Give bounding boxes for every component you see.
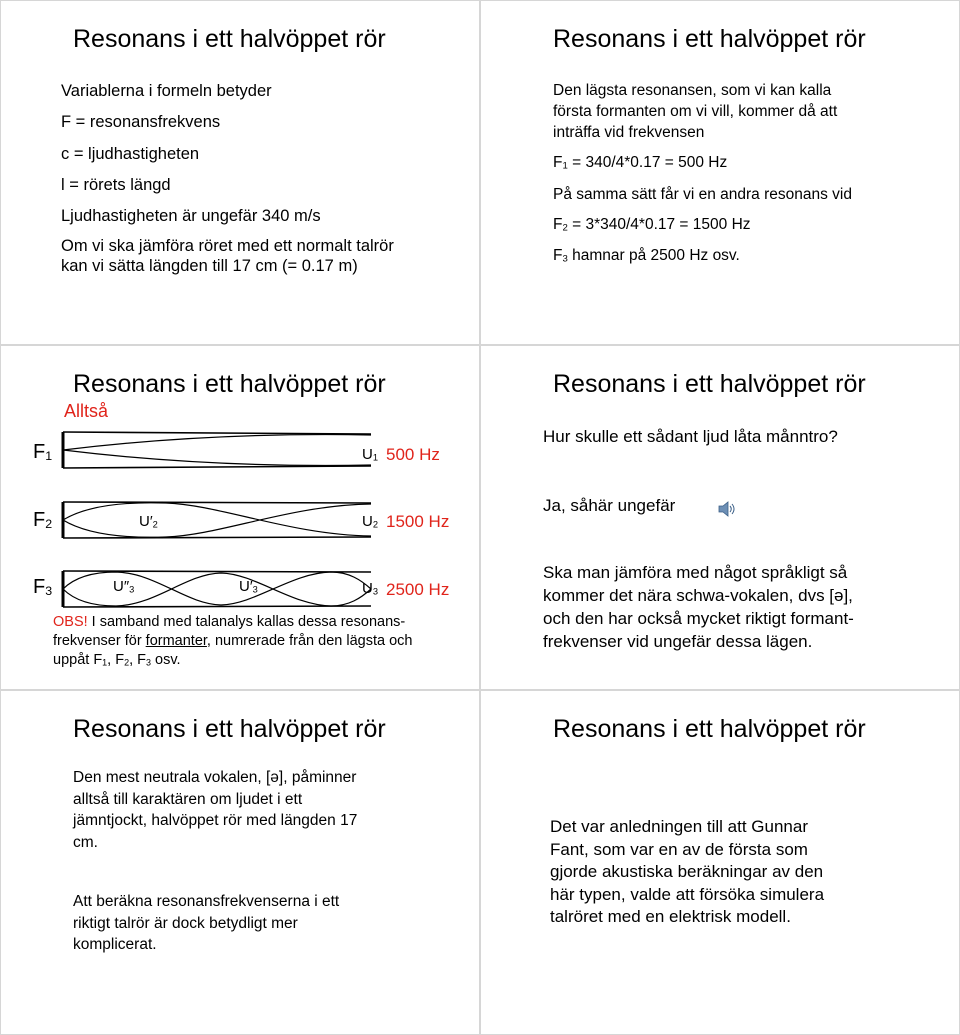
- text-line: gjorde akustiska beräkningar av den: [550, 862, 824, 881]
- text-line: Det var anledningen till att Gunnar: [550, 817, 808, 836]
- obs-note-line: uppåt $F_1$, $F_2$, $F_3$ osv.: [53, 652, 181, 668]
- frequency-label: 1500 Hz: [386, 512, 450, 531]
- schwa-comparison-text: [543, 561, 854, 653]
- node-label-u3: $U_3$: [362, 580, 379, 597]
- node-label-u2-prime: $U'_2$: [139, 513, 158, 530]
- slide-title: Resonans i ett halvöppet rör: [73, 715, 386, 743]
- text-line: frekvenser vid ungefär dessa lägen.: [543, 632, 813, 651]
- text-line: komplicerat.: [73, 936, 157, 953]
- obs-note: OBS! I samband med talanalys kallas dessa resonans-: [53, 614, 406, 630]
- text-line: Ska man jämföra med något språkligt så: [543, 563, 848, 582]
- text-line: Ljudhastigheten är ungefär 340 m/s: [61, 207, 321, 225]
- question-text: Hur skulle ett sådant ljud låta månntro?: [543, 427, 838, 446]
- text-line: l = rörets längd: [61, 176, 171, 194]
- text-line: kommer det nära schwa-vokalen, dvs [ə],: [543, 586, 853, 605]
- slide-title: Resonans i ett halvöppet rör: [73, 25, 386, 53]
- text-line: alltså till karaktären om ljudet i ett: [73, 790, 303, 808]
- tube-diagram-f2: [31, 499, 391, 541]
- text-line: jämntjockt, halvöppet rör med längden 17: [73, 812, 358, 829]
- formant-label-f1: $F_1$: [33, 441, 53, 463]
- slide-3: [0, 345, 480, 690]
- frequency-label: 2500 Hz: [386, 580, 450, 599]
- slide-title: Resonans i ett halvöppet rör: [73, 370, 386, 398]
- slide-title: Resonans i ett halvöppet rör: [553, 25, 866, 53]
- tube-diagram-f1: [31, 428, 391, 472]
- text-line: Att beräkna resonansfrekvenserna i ett: [73, 893, 340, 910]
- text-line: talröret med en elektrisk modell.: [550, 907, 791, 926]
- text-line: cm.: [73, 833, 98, 851]
- neutral-vowel-text: [73, 767, 357, 853]
- text-line: Om vi ska jämföra röret med ett normalt talrör: [61, 237, 394, 255]
- slide-subtitle: Alltså: [64, 401, 109, 421]
- slide-2: [480, 0, 960, 345]
- node-label-u3-double-prime: $U''_3$: [113, 578, 135, 595]
- text-line: På samma sätt får vi en andra resonans vid: [553, 186, 852, 203]
- node-label-u2: $U_2$: [362, 513, 379, 530]
- text-line: första formanten om vi vill, kommer då att: [553, 103, 838, 120]
- formula-f1: $F_1 = 340/4*0.17 = 500$ Hz: [553, 154, 728, 172]
- slide-1: [0, 0, 480, 345]
- text-line: här typen, valde att försöka simulera: [550, 884, 825, 904]
- answer-text: Ja, såhär ungefär: [543, 496, 676, 515]
- node-label-u3-prime: $U'_3$: [239, 578, 258, 595]
- text-line: c = ljudhastigheten: [61, 145, 200, 163]
- gunnar-fant-text: [550, 816, 824, 929]
- slide-title: Resonans i ett halvöppet rör: [553, 715, 866, 743]
- text-line: Fant, som var en av de första som: [550, 839, 808, 859]
- slide-5: [0, 690, 480, 1035]
- tube-diagram-f3: [31, 568, 391, 610]
- speaker-icon[interactable]: [717, 500, 737, 518]
- text-line: Den lägsta resonansen, som vi kan kalla: [553, 82, 832, 99]
- text-line: riktigt talrör är dock betydligt mer: [73, 914, 298, 932]
- text-line: Variablerna i formeln betyder: [61, 82, 272, 100]
- text-line: kan vi sätta längden till 17 cm (= 0.17 m): [61, 257, 358, 275]
- node-label-u1: $U_1$: [362, 446, 379, 463]
- text-line: F = resonansfrekvens: [61, 113, 221, 131]
- frequency-label: 500 Hz: [386, 445, 440, 464]
- formula-f3: $F_3$ hamnar på 2500 Hz osv.: [553, 247, 740, 265]
- text-line: Den mest neutrala vokalen, [ə], påminner: [73, 769, 357, 786]
- slide-4: [480, 345, 960, 690]
- slide-title: Resonans i ett halvöppet rör: [553, 370, 866, 398]
- formant-label-f3: $F_3$: [33, 576, 53, 598]
- calculation-text: [73, 891, 339, 956]
- text-line: och den har också mycket riktigt formant-: [543, 609, 854, 628]
- formula-f2: $F_2 = 3*340/4*0.17 = 1500$ Hz: [553, 216, 751, 234]
- text-line: inträffa vid frekvensen: [553, 124, 705, 141]
- slide-6: [480, 690, 960, 1035]
- formant-label-f2: $F_2$: [33, 509, 53, 531]
- obs-note-line: frekvenser för formanter, numrerade från den lägsta och: [53, 633, 413, 649]
